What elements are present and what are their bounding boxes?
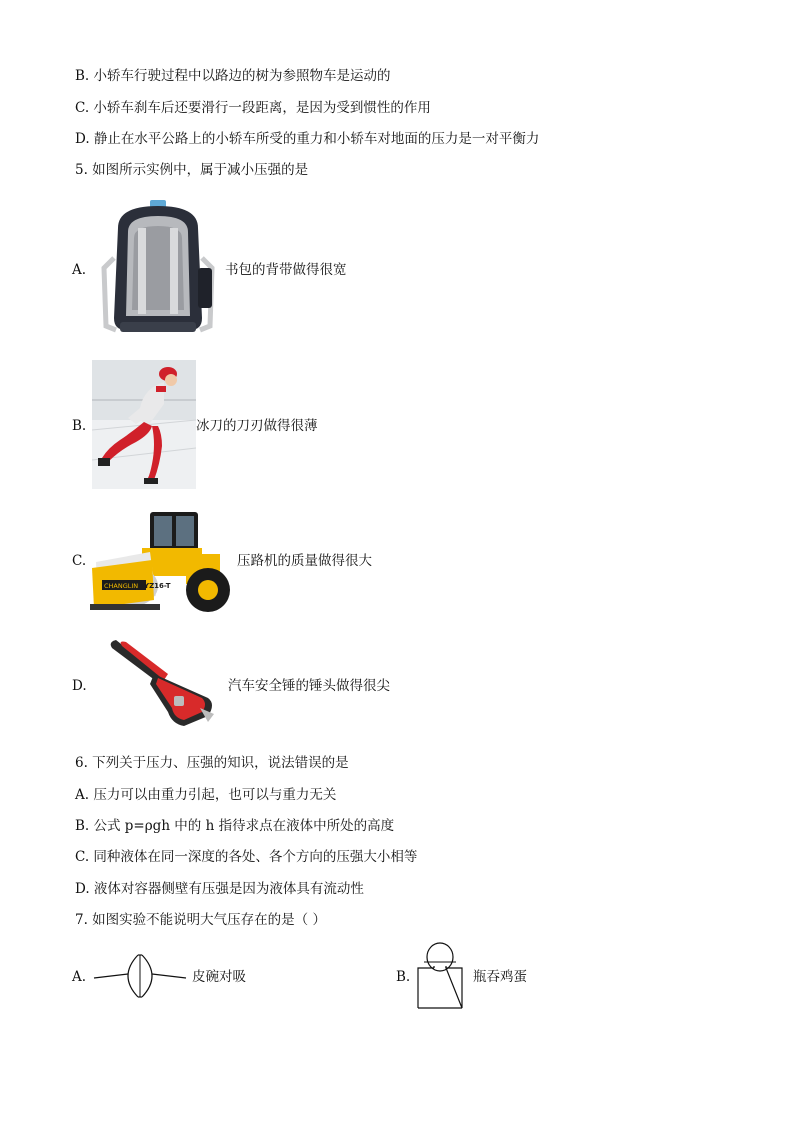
- q5-option-a-caption: 书包的背带做得很宽: [225, 262, 347, 278]
- q6-option-c: C. 同种液体在同一深度的各处、各个方向的压强大小相等: [75, 849, 418, 865]
- q5-option-a-letter: A.: [72, 262, 87, 278]
- roller-brand-label: CHANGLIN: [104, 582, 139, 590]
- q4-option-c: C. 小轿车刹车后还要滑行一段距离，是因为受到惯性的作用: [75, 100, 431, 116]
- q6-option-a: A. 压力可以由重力引起，也可以与重力无关: [75, 787, 337, 803]
- road-roller-image: [90, 508, 236, 616]
- q5-option-b-caption: 冰刀的刀刃做得很薄: [196, 418, 318, 434]
- suction-cups-diagram: [92, 952, 188, 1000]
- q4-option-d: D. 静止在水平公路上的小轿车所受的重力和小轿车对地面的压力是一对平衡力: [75, 131, 540, 147]
- q7-option-a-caption: 皮碗对吸: [192, 969, 246, 985]
- q5-stem: 5. 如图所示实例中，属于减小压强的是: [75, 162, 309, 178]
- q6-option-b: B. 公式 p=ρgh 中的 h 指待求点在液体中所处的高度: [75, 818, 395, 834]
- q4-option-b: B. 小轿车行驶过程中以路边的树为参照物车是运动的: [75, 68, 391, 84]
- q5-option-d-letter: D.: [72, 678, 87, 694]
- q6-option-d: D. 液体对容器侧壁有压强是因为液体具有流动性: [75, 881, 364, 897]
- q5-option-b-letter: B.: [72, 418, 87, 434]
- speed-skater-image: [92, 360, 196, 489]
- q5-option-d-caption: 汽车安全锤的锤头做得很尖: [228, 678, 390, 694]
- q7-option-b-letter: B.: [396, 969, 411, 985]
- safety-hammer-image: [104, 638, 224, 728]
- roller-model-label: YZ16-T: [144, 582, 171, 590]
- q7-option-a-letter: A.: [72, 969, 87, 985]
- backpack-image: [98, 198, 218, 340]
- bottle-egg-diagram: [414, 940, 466, 1012]
- q7-option-b-caption: 瓶吞鸡蛋: [473, 969, 527, 985]
- q7-stem: 7. 如图实验不能说明大气压存在的是（ ）: [75, 912, 326, 928]
- q6-stem: 6. 下列关于压力、压强的知识，说法错误的是: [75, 755, 349, 771]
- q5-option-c-letter: C.: [72, 553, 87, 569]
- q5-option-c-caption: 压路机的质量做得很大: [237, 553, 372, 569]
